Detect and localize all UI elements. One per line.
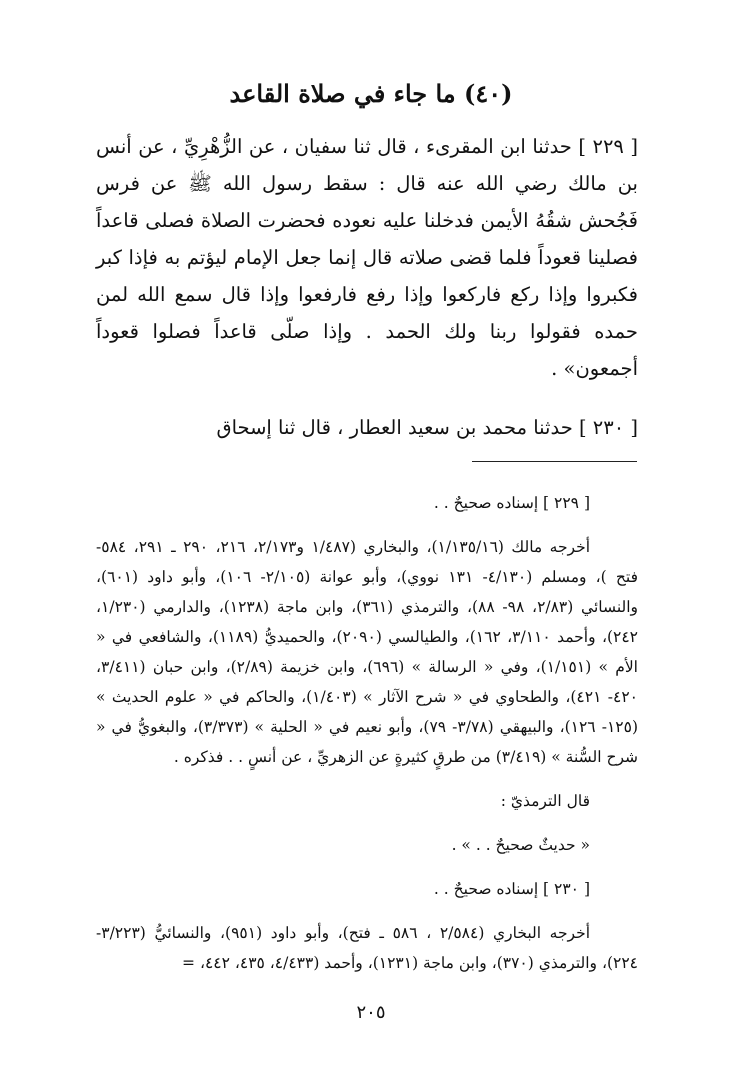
hadith-230: [ ٢٣٠ ] حدثنا محمد بن سعيد العطار ، قال ثنا إسحاق — [216, 416, 638, 439]
footnote-229-heading: [ ٢٢٩ ] إسناده صحيحٌ . . — [433, 494, 590, 512]
tirmidhi-quote: « حديثٌ صحيحٌ . . » . — [451, 836, 590, 854]
footnote-230-heading: [ ٢٣٠ ] إسناده صحيحٌ . . — [433, 880, 590, 898]
footnotes — [96, 488, 638, 978]
main-text — [96, 128, 638, 446]
footnote-divider — [472, 461, 637, 462]
tirmidhi-label: قال الترمذيّ : — [500, 792, 590, 810]
page-number: ٢٠٥ — [356, 1002, 386, 1023]
footnote-230-body: أخرجه البخاري (٢/٥٨٤ ، ٥٨٦ ـ فتح)، وأبو داود (٩٥١)، والنسائيُّ (٣/٢٢٣- ٢٢٤)، والترمذي (٣٧٠)، وابن ماجة (١٢٣١)، وأحمد (٤/٤٣٣، ٤٣٥، ٤٤٢، = — [96, 924, 638, 972]
footnote-229-body: أخرجه مالك (١/١٣٥/١٦)، والبخاري (١/٤٨٧ و٢/١٧٣، ٢١٦، ٢٩٠ ـ ٢٩١، ٥٨٤- فتح )، ومسلم (٤/١٣٠- ١٣١ نووي)، وأبو عوانة (٢/١٠٥- ١٠٦)، وأبو داود (٦٠١)، والنسائي (٢/٨٣، ٩٨- ٨٨)، والترمذي (٣٦١)، وابن ماجة (١٢٣٨)، والدارمي (١/٢٣٠، ٢٤٢)، وأحمد ٣/١١٠، ١٦٢)، والطيالسي (٢٠٩٠)، والحميديُّ (١١٨٩)، والشافعي في « الأم » (١/١٥١)، وفي « الرسالة » (٦٩٦)، وابن خزيمة (٢/٨٩)، وابن حبان (٣/٤١١، ٤٢٠- ٤٢١)، والطحاوي في « شرح الآثار » (١/٤٠٣)، والحاكم في « علوم الحديث » (١٢٥- ١٢٦)، والبيهقي (٣/٧٨- ٧٩)، وأبو نعيم في « الحلية » (٣/٣٧٣)، والبغويُّ في « شرح السُّنة » (٣/٤١٩) من طرقٍ كثيرةٍ عن الزهريِّ ، عن أنسٍ . . فذكره . — [96, 538, 639, 766]
hadith-229: [ ٢٢٩ ] حدثنا ابن المقرىء ، قال ثنا سفيان ، عن الزُّهْرِيِّ ، عن أنس بن مالك رضي الله عنه قال : سقط رسول الله ﷺ عن فرس فَجُحش شقُهُ الأيمن فدخلنا عليه نعوده فحضرت الصلاة فصلى قاعداً فصلينا قعوداً فلما قضى صلاته قال إنما جعل الإمام ليؤتم به فإذا كبر فكبروا وإذا ركع فاركعوا وإذا رفع فارفعوا وإذا قال سمع الله لمن حمده فقولوا ربنا ولك الحمد . وإذا صلّى قاعداً فصلوا قعوداً أجمعون» . — [96, 135, 638, 380]
chapter-title: (٤٠) ما جاء في صلاة القاعد — [229, 79, 513, 108]
